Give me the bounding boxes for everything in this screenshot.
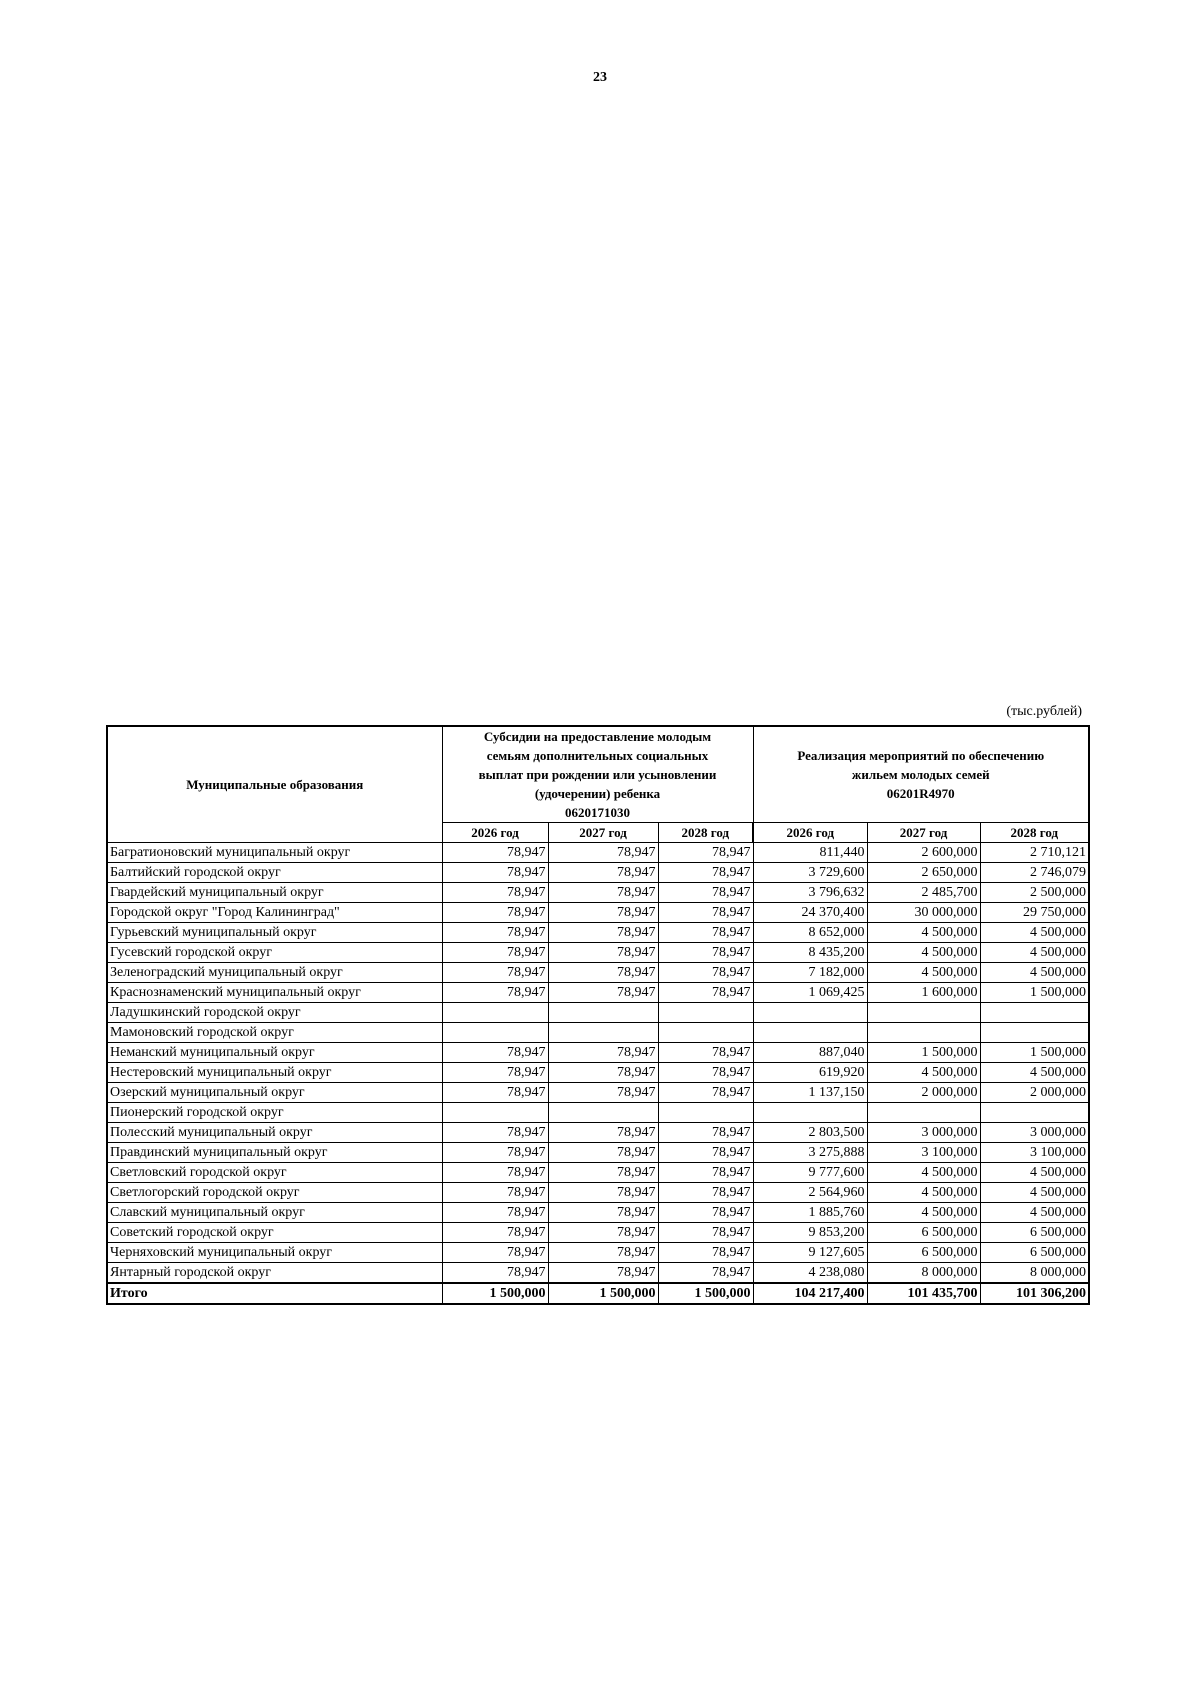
value-cell: 8 000,000 (867, 1263, 980, 1284)
table-row (107, 1023, 1089, 1043)
municipality-name: Правдинский муниципальный округ (107, 1143, 442, 1163)
value-cell: 7 182,000 (753, 963, 867, 983)
value-cell: 78,947 (442, 1243, 548, 1263)
header-group-housing (753, 726, 1089, 823)
table-row (107, 903, 1089, 923)
municipality-name: Славский муниципальный округ (107, 1203, 442, 1223)
table-row (107, 1183, 1089, 1203)
value-cell: 29 750,000 (980, 903, 1089, 923)
table-row (107, 1003, 1089, 1023)
value-cell: 78,947 (442, 983, 548, 1003)
value-cell: 9 853,200 (753, 1223, 867, 1243)
value-cell: 3 729,600 (753, 863, 867, 883)
group2-code: 06201R4970 (886, 786, 955, 801)
municipality-name: Балтийский городской округ (107, 863, 442, 883)
value-cell: 78,947 (658, 1063, 753, 1083)
value-cell: 78,947 (548, 1203, 658, 1223)
value-cell: 78,947 (548, 1163, 658, 1183)
value-cell: 78,947 (548, 843, 658, 863)
table-row (107, 1103, 1089, 1123)
municipality-name: Пионерский городской округ (107, 1103, 442, 1123)
year-header: 2026 год (753, 823, 867, 843)
value-cell: 1 500,000 (548, 1283, 658, 1304)
value-cell: 78,947 (658, 983, 753, 1003)
value-cell: 78,947 (442, 1183, 548, 1203)
value-cell: 8 435,200 (753, 943, 867, 963)
value-cell: 78,947 (442, 1143, 548, 1163)
value-cell: 6 500,000 (867, 1223, 980, 1243)
value-cell (980, 1003, 1089, 1023)
year-header: 2027 год (867, 823, 980, 843)
value-cell (867, 1003, 980, 1023)
value-cell: 1 500,000 (980, 983, 1089, 1003)
value-cell: 78,947 (442, 1203, 548, 1223)
value-cell (442, 1003, 548, 1023)
value-cell: 78,947 (548, 963, 658, 983)
municipality-name: Мамоновский городской округ (107, 1023, 442, 1043)
value-cell: 8 000,000 (980, 1263, 1089, 1284)
municipality-name: Неманский муниципальный округ (107, 1043, 442, 1063)
group1-code: 0620171030 (565, 805, 630, 820)
value-cell: 4 238,080 (753, 1263, 867, 1284)
value-cell: 78,947 (442, 883, 548, 903)
value-cell: 2 000,000 (980, 1083, 1089, 1103)
value-cell: 78,947 (442, 843, 548, 863)
year-header: 2028 год (980, 823, 1089, 843)
value-cell: 2 746,079 (980, 863, 1089, 883)
value-cell: 78,947 (658, 883, 753, 903)
value-cell: 78,947 (548, 1243, 658, 1263)
value-cell: 78,947 (548, 1123, 658, 1143)
municipality-name: Краснознаменский муниципальный округ (107, 983, 442, 1003)
value-cell: 78,947 (548, 1263, 658, 1284)
table-row (107, 1123, 1089, 1143)
value-cell: 101 306,200 (980, 1283, 1089, 1304)
value-cell: 3 000,000 (867, 1123, 980, 1143)
value-cell: 78,947 (442, 903, 548, 923)
value-cell: 6 500,000 (980, 1223, 1089, 1243)
group2-line: Реализация мероприятий по обеспечению (797, 748, 1045, 763)
table-row (107, 1163, 1089, 1183)
value-cell: 78,947 (442, 923, 548, 943)
value-cell: 3 100,000 (867, 1143, 980, 1163)
total-row (107, 1283, 1089, 1304)
value-cell: 78,947 (548, 903, 658, 923)
value-cell: 4 500,000 (867, 923, 980, 943)
value-cell (980, 1103, 1089, 1123)
municipality-name: Гвардейский муниципальный округ (107, 883, 442, 903)
value-cell: 2 000,000 (867, 1083, 980, 1103)
value-cell (442, 1103, 548, 1123)
table-row (107, 1263, 1089, 1284)
value-cell: 78,947 (442, 1123, 548, 1143)
value-cell: 9 127,605 (753, 1243, 867, 1263)
municipality-name: Нестеровский муниципальный округ (107, 1063, 442, 1083)
value-cell: 78,947 (548, 1043, 658, 1063)
value-cell: 4 500,000 (980, 1183, 1089, 1203)
value-cell: 6 500,000 (867, 1243, 980, 1263)
value-cell (548, 1003, 658, 1023)
municipality-name: Светловский городской округ (107, 1163, 442, 1183)
value-cell: 4 500,000 (980, 923, 1089, 943)
value-cell (867, 1103, 980, 1123)
value-cell: 78,947 (658, 843, 753, 863)
municipality-name: Гусевский городской округ (107, 943, 442, 963)
municipality-name: Багратионовский муниципальный округ (107, 843, 442, 863)
municipality-name: Советский городской округ (107, 1223, 442, 1243)
year-header: 2026 год (442, 823, 548, 843)
group1-line: (удочерении) ребенка (534, 786, 661, 801)
table-row (107, 923, 1089, 943)
value-cell: 78,947 (548, 1063, 658, 1083)
value-cell: 1 885,760 (753, 1203, 867, 1223)
value-cell: 24 370,400 (753, 903, 867, 923)
value-cell: 2 803,500 (753, 1123, 867, 1143)
value-cell: 3 275,888 (753, 1143, 867, 1163)
value-cell: 2 485,700 (867, 883, 980, 903)
value-cell: 2 650,000 (867, 863, 980, 883)
group1-line: выплат при рождении или усыновлении (478, 767, 717, 782)
value-cell: 4 500,000 (980, 1063, 1089, 1083)
value-cell: 8 652,000 (753, 923, 867, 943)
value-cell: 1 600,000 (867, 983, 980, 1003)
table-row (107, 983, 1089, 1003)
value-cell: 4 500,000 (867, 943, 980, 963)
value-cell: 78,947 (658, 1043, 753, 1063)
value-cell (753, 1103, 867, 1123)
value-cell: 78,947 (442, 863, 548, 883)
value-cell: 78,947 (548, 1223, 658, 1243)
units-label: (тыс.рублей) (1006, 704, 1082, 719)
value-cell: 78,947 (658, 1243, 753, 1263)
table-row (107, 1063, 1089, 1083)
value-cell: 78,947 (548, 1083, 658, 1103)
value-cell: 2 600,000 (867, 843, 980, 863)
municipality-name: Полесский муниципальный округ (107, 1123, 442, 1143)
value-cell (658, 1003, 753, 1023)
value-cell: 78,947 (548, 943, 658, 963)
value-cell: 101 435,700 (867, 1283, 980, 1304)
page-number: 23 (593, 70, 607, 85)
group1-line: Субсидии на предоставление молодым (483, 729, 712, 744)
municipality-name: Зеленоградский муниципальный округ (107, 963, 442, 983)
value-cell: 4 500,000 (980, 1163, 1089, 1183)
value-cell: 78,947 (658, 963, 753, 983)
table-row (107, 1203, 1089, 1223)
value-cell: 887,040 (753, 1043, 867, 1063)
value-cell: 4 500,000 (980, 943, 1089, 963)
value-cell: 3 100,000 (980, 1143, 1089, 1163)
value-cell (980, 1023, 1089, 1043)
value-cell: 78,947 (548, 1143, 658, 1163)
table-row (107, 1143, 1089, 1163)
value-cell: 78,947 (548, 883, 658, 903)
value-cell: 4 500,000 (867, 963, 980, 983)
value-cell: 4 500,000 (980, 1203, 1089, 1223)
value-cell: 9 777,600 (753, 1163, 867, 1183)
table-row (107, 1243, 1089, 1263)
municipality-name: Ладушкинский городской округ (107, 1003, 442, 1023)
table-row (107, 883, 1089, 903)
value-cell: 2 564,960 (753, 1183, 867, 1203)
value-cell: 78,947 (442, 1223, 548, 1243)
table-row (107, 843, 1089, 863)
value-cell (442, 1023, 548, 1043)
header-row (107, 726, 1089, 823)
table-row (107, 863, 1089, 883)
year-header: 2028 год (658, 823, 753, 843)
value-cell (753, 1023, 867, 1043)
value-cell (658, 1023, 753, 1043)
value-cell (867, 1023, 980, 1043)
value-cell: 2 710,121 (980, 843, 1089, 863)
value-cell: 811,440 (753, 843, 867, 863)
value-cell: 30 000,000 (867, 903, 980, 923)
value-cell: 78,947 (548, 923, 658, 943)
value-cell: 78,947 (442, 1163, 548, 1183)
value-cell: 1 500,000 (980, 1043, 1089, 1063)
municipality-name: Светлогорский городской округ (107, 1183, 442, 1203)
value-cell: 78,947 (658, 923, 753, 943)
total-label: Итого (107, 1283, 442, 1304)
budget-table (106, 725, 1090, 1305)
value-cell: 78,947 (442, 963, 548, 983)
table-row (107, 1043, 1089, 1063)
table-row (107, 963, 1089, 983)
group1-line: семьям дополнительных социальных (486, 748, 709, 763)
header-municipality: Муниципальные образования (107, 726, 442, 843)
group2-line: жильем молодых семей (851, 767, 990, 782)
table-row (107, 943, 1089, 963)
municipality-name: Городской округ "Город Калининград" (107, 903, 442, 923)
value-cell: 78,947 (442, 1043, 548, 1063)
year-header: 2027 год (548, 823, 658, 843)
value-cell: 1 500,000 (442, 1283, 548, 1304)
table-row (107, 1223, 1089, 1243)
value-cell: 4 500,000 (867, 1063, 980, 1083)
value-cell: 1 137,150 (753, 1083, 867, 1103)
municipality-name: Черняховский муниципальный округ (107, 1243, 442, 1263)
value-cell: 78,947 (548, 863, 658, 883)
value-cell: 78,947 (658, 1163, 753, 1183)
municipality-name: Гурьевский муниципальный округ (107, 923, 442, 943)
value-cell (548, 1023, 658, 1043)
table-row (107, 1083, 1089, 1103)
value-cell: 78,947 (442, 1263, 548, 1284)
value-cell: 1 500,000 (867, 1043, 980, 1063)
value-cell: 78,947 (658, 1143, 753, 1163)
value-cell: 78,947 (548, 983, 658, 1003)
value-cell: 2 500,000 (980, 883, 1089, 903)
municipality-name: Янтарный городской округ (107, 1263, 442, 1284)
value-cell: 3 796,632 (753, 883, 867, 903)
value-cell: 4 500,000 (867, 1203, 980, 1223)
value-cell: 619,920 (753, 1063, 867, 1083)
value-cell: 78,947 (442, 943, 548, 963)
value-cell: 104 217,400 (753, 1283, 867, 1304)
value-cell (548, 1103, 658, 1123)
value-cell: 1 069,425 (753, 983, 867, 1003)
value-cell: 78,947 (658, 1203, 753, 1223)
value-cell: 4 500,000 (980, 963, 1089, 983)
value-cell: 78,947 (548, 1183, 658, 1203)
value-cell: 78,947 (658, 1183, 753, 1203)
value-cell: 78,947 (658, 1123, 753, 1143)
value-cell: 78,947 (658, 1223, 753, 1243)
header-group-subsidies (442, 726, 753, 823)
value-cell: 78,947 (658, 903, 753, 923)
value-cell: 78,947 (658, 1083, 753, 1103)
value-cell (753, 1003, 867, 1023)
value-cell: 78,947 (658, 1263, 753, 1284)
value-cell (658, 1103, 753, 1123)
municipality-name: Озерский муниципальный округ (107, 1083, 442, 1103)
value-cell: 4 500,000 (867, 1163, 980, 1183)
value-cell: 4 500,000 (867, 1183, 980, 1203)
value-cell: 78,947 (442, 1083, 548, 1103)
value-cell: 3 000,000 (980, 1123, 1089, 1143)
value-cell: 78,947 (658, 863, 753, 883)
value-cell: 1 500,000 (658, 1283, 753, 1304)
value-cell: 78,947 (442, 1063, 548, 1083)
value-cell: 6 500,000 (980, 1243, 1089, 1263)
value-cell: 78,947 (658, 943, 753, 963)
